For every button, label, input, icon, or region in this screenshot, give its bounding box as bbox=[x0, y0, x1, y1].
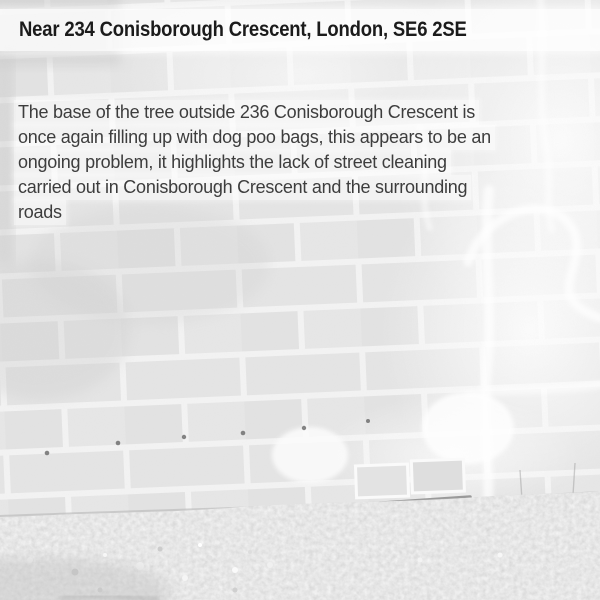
report-description bbox=[14, 100, 590, 225]
location-text: Near 234 Conisborough Crescent, London, SE6 2SE bbox=[19, 18, 467, 41]
description-line-3: ongoing problem, it highlights the lack of street cleaning bbox=[14, 150, 451, 175]
description-line-4: carried out in Conisborough Crescent and the surrounding bbox=[14, 175, 471, 200]
description-line-1: The base of the tree outside 236 Conisborough Crescent is bbox=[14, 100, 479, 125]
description-line-5: roads bbox=[14, 200, 66, 225]
location-banner bbox=[0, 9, 600, 51]
description-line-2: once again filling up with dog poo bags, this appears to be an bbox=[14, 125, 495, 150]
